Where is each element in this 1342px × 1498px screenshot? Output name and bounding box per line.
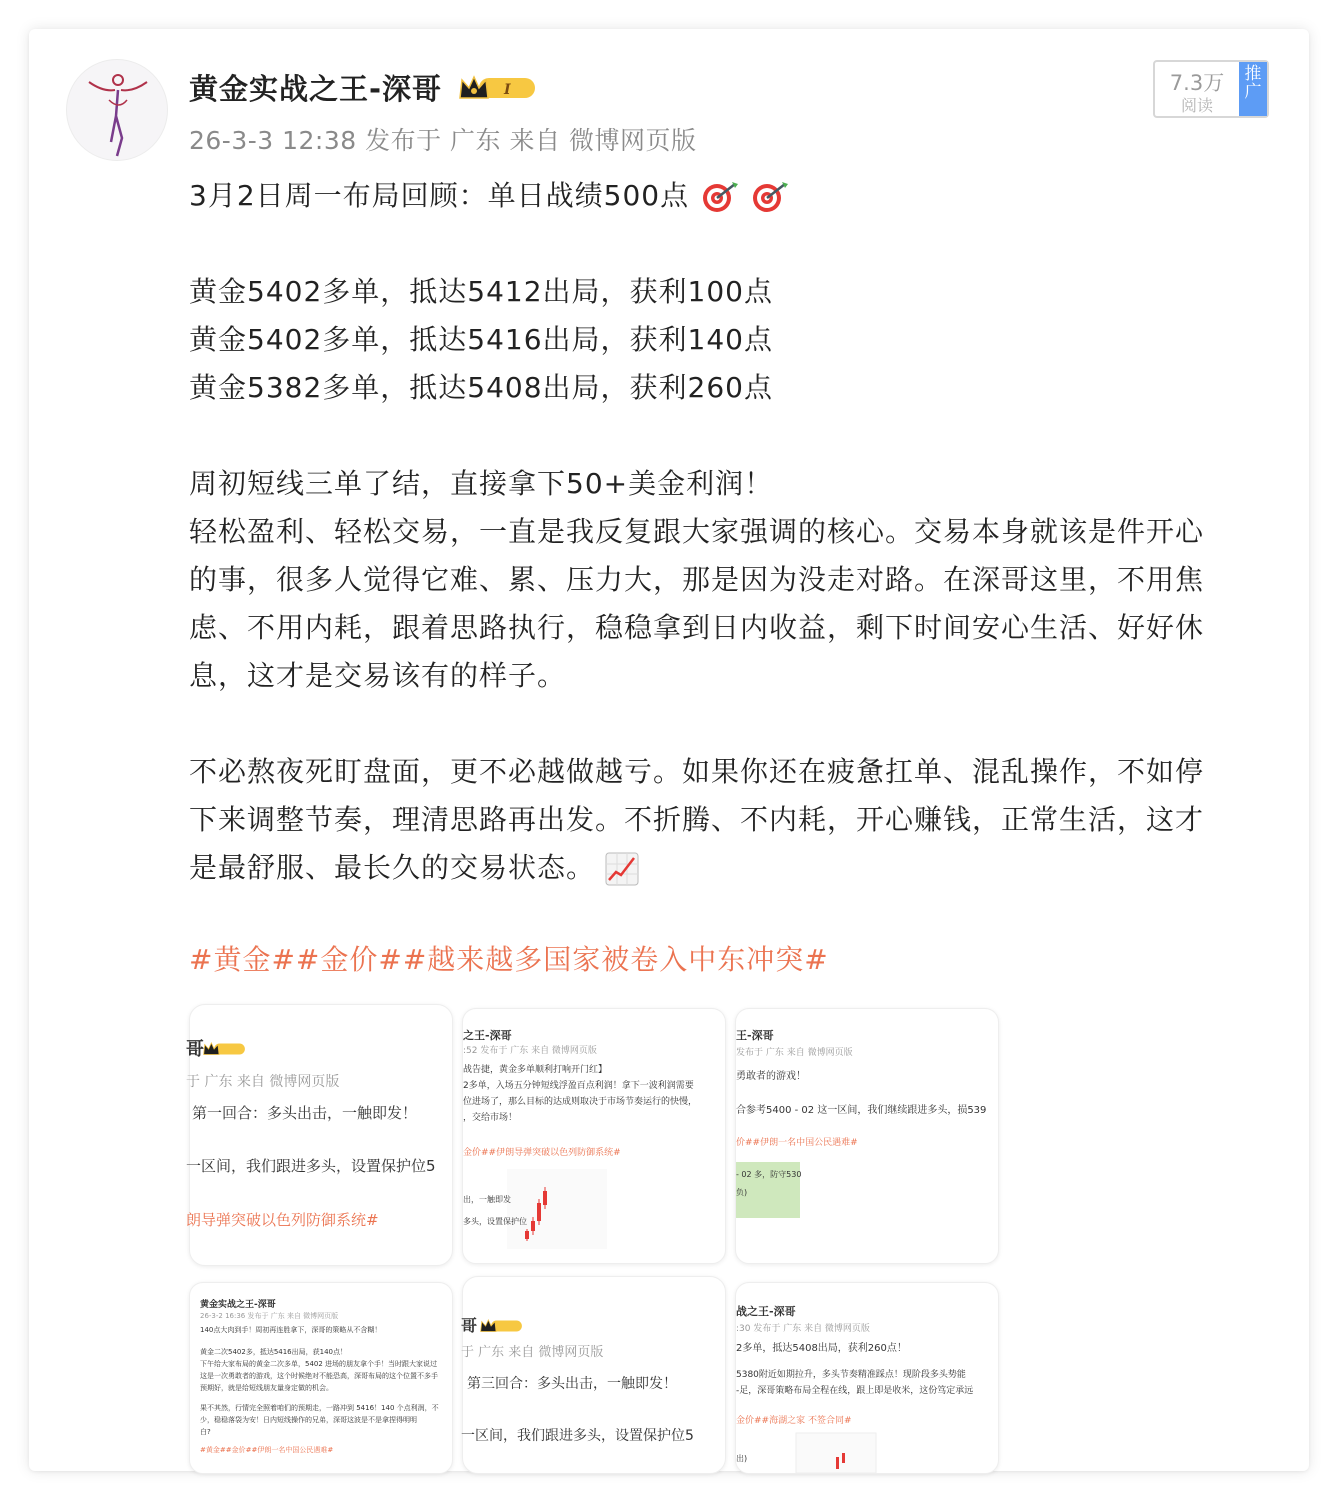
thumb-text: 黄金实战之王-深哥 bbox=[200, 1300, 276, 1310]
trade-list bbox=[189, 268, 1269, 412]
thumb-text: 于 广东 来自 微博网页版 bbox=[461, 1345, 604, 1360]
thumb-text: 出，一触即发 bbox=[463, 1195, 511, 1204]
text-line: 周初短线三单了结，直接拿下50+美金利润！ bbox=[189, 467, 774, 500]
paragraph-2 bbox=[189, 748, 1269, 892]
weibo-post-card bbox=[29, 29, 1309, 1471]
thumb-text: 王-深哥 bbox=[736, 1029, 774, 1042]
thumb-text: 一区间，我们跟进多头，设置保护位5 bbox=[461, 1428, 694, 1444]
thumb-text: :52 发布于 广东 来自 微博网页版 bbox=[463, 1046, 597, 1056]
thumb-text: 预期好，就是给短线朋友量身定做的机会。 bbox=[200, 1384, 333, 1392]
thumb-text: 少，稳稳落袋为安！日内短线操作的兄弟，深哥这波是不是拿捏得明明 bbox=[200, 1416, 417, 1424]
thumb-text: 第一回合：多头出击，一触即发！ bbox=[192, 1104, 418, 1122]
vip-crown-icon bbox=[479, 1317, 523, 1335]
thumb-text: 朗导弹突破以色列防御系统# bbox=[186, 1211, 379, 1229]
thumb-text: -足，深哥策略布局全程在线，跟上即是收米，这份笃定承远 bbox=[736, 1386, 974, 1396]
thumb-text: 勇敢者的游戏！ bbox=[736, 1071, 806, 1082]
thumb-text: 2多单，入场五分钟短线浮盈百点利润！拿下一波利润需要 bbox=[463, 1081, 694, 1091]
thumb-text: 下午给大家布局的黄金二次多单，5402 进场的朋友拿个手！当时跟大家说过 bbox=[200, 1360, 438, 1368]
headline-text: 3月2日周一布局回顾：单日战绩500点 bbox=[189, 179, 690, 212]
thumb-text: 位进场了，那么目标的达成则取决于市场节奏运行的快慢， bbox=[463, 1097, 698, 1107]
thumb-text: #黄金##金价##伊朗一名中国公民遇难# bbox=[200, 1446, 334, 1454]
image-thumbnail[interactable] bbox=[189, 1282, 453, 1474]
reads-count: 7.3万 bbox=[1169, 71, 1225, 95]
thumb-text: 价##伊朗一名中国公民遇难# bbox=[736, 1138, 858, 1148]
vip-crown-icon bbox=[457, 72, 537, 104]
target-dart-icon bbox=[749, 180, 789, 214]
thumb-text: - 02 多，防守530 bbox=[736, 1170, 802, 1179]
image-thumbnail[interactable] bbox=[462, 1008, 726, 1264]
thumb-text: 白? bbox=[200, 1428, 211, 1436]
thumb-text: 一区间，我们跟进多头，设置保护位5 bbox=[186, 1157, 436, 1175]
author-avatar[interactable] bbox=[66, 59, 168, 161]
chart-increasing-icon bbox=[605, 852, 639, 886]
text-line: 虑、不用内耗，跟着思路执行，稳稳拿到日内收益，剩下时间安心生活、好好休 bbox=[189, 611, 1205, 644]
reads-label: 阅读 bbox=[1180, 96, 1213, 115]
candlestick-chart-thumbnail bbox=[796, 1433, 876, 1473]
thumb-text: 5380附近如期拉升，多头节奏精准踩点！现阶段多头势能 bbox=[736, 1370, 966, 1380]
trade-line: 黄金5402多单，抵达5416出局，获利140点 bbox=[189, 323, 773, 356]
vip-crown-icon bbox=[202, 1040, 246, 1058]
thumb-text: 合参考5400 - 02 这一区间，我们继续跟进多头，损539 bbox=[736, 1105, 987, 1116]
candlestick-chart-thumbnail bbox=[507, 1169, 607, 1249]
thumb-text: ，交给市场！ bbox=[463, 1113, 518, 1123]
text-line bbox=[189, 844, 1269, 892]
thumb-text: 战之王-深哥 bbox=[736, 1305, 796, 1318]
image-thumbnail[interactable] bbox=[462, 1276, 726, 1474]
thumb-text: 出) bbox=[736, 1454, 748, 1463]
thumb-text: 发布于 广东 来自 微博网页版 bbox=[736, 1048, 853, 1058]
topic-hashtags[interactable]: #黄金##金价##越来越多国家被卷入中东冲突# bbox=[189, 943, 829, 976]
thumb-text: 金价##海湖之家 不签合同# bbox=[736, 1416, 852, 1426]
thumb-text: 金价##伊朗导弹突破以色列防御系统# bbox=[463, 1148, 621, 1158]
reads-widget bbox=[1153, 60, 1269, 118]
text-line: 息，这才是交易该有的样子。 bbox=[189, 659, 567, 692]
thumb-text: 140点大肉到手！周初再连胜拿下，深哥的策略从不含糊！ bbox=[200, 1326, 382, 1334]
thumb-text: 果不其然，行情完全照着咱们的预期走，一路冲到 5416！140 个点利润，不 bbox=[200, 1404, 439, 1412]
text-line: 不必熬夜死盯盘面，更不必越做越亏。如果你还在疲惫扛单、混乱操作，不如停 bbox=[189, 755, 1205, 788]
thumb-text: 战告捷，黄金多单顺利打响开门红】 bbox=[463, 1065, 608, 1075]
thumb-text: 负) bbox=[736, 1188, 748, 1197]
image-grid bbox=[186, 1004, 1009, 1474]
thumb-text: :30 发布于 广东 来自 微博网页版 bbox=[736, 1324, 870, 1334]
post-meta: 26-3-3 12:38 发布于 广东 来自 微博网页版 bbox=[189, 126, 697, 155]
post-headline bbox=[189, 172, 1269, 220]
text-line: 的事，很多人觉得它难、累、压力大，那是因为没走对路。在深哥这里，不用焦 bbox=[189, 563, 1205, 596]
thumb-text: 第三回合：多头出击，一触即发！ bbox=[467, 1376, 677, 1392]
thumb-text: 黄金二次5402多，抵达5416出局，获140点！ bbox=[200, 1348, 347, 1356]
text-line: 下来调整节奏，理清思路再出发。不折腾、不内耗，开心赚钱，正常生活，这才 bbox=[189, 803, 1205, 836]
thumb-text: 于 广东 来自 微博网页版 bbox=[186, 1074, 340, 1090]
thumb-text: 26-3-2 16:36 发布于 广东 来自 微博网页版 bbox=[200, 1312, 339, 1320]
trade-line: 黄金5382多单，抵达5408出局，获利260点 bbox=[189, 371, 773, 404]
thumb-text: 2多单，抵达5408出局，获利260点！ bbox=[736, 1343, 907, 1354]
target-dart-icon bbox=[699, 180, 739, 214]
thumb-text: 多头，设置保护位 bbox=[463, 1217, 527, 1226]
author-name[interactable]: 黄金实战之王-深哥 bbox=[189, 72, 443, 106]
thumb-text: 哥 bbox=[186, 1039, 204, 1060]
image-thumbnail[interactable] bbox=[735, 1282, 999, 1474]
image-thumbnail[interactable] bbox=[186, 1004, 453, 1266]
paragraph-1 bbox=[189, 460, 1269, 700]
svg-text:I: I bbox=[504, 82, 511, 98]
text-line: 轻松盈利、轻松交易，一直是我反复跟大家强调的核心。交易本身就该是件开心 bbox=[189, 515, 1205, 548]
thumb-text: 哥 bbox=[461, 1316, 478, 1335]
text-line-content: 是最舒服、最长久的交易状态。 bbox=[189, 851, 596, 884]
trade-line: 黄金5402多单，抵达5412出局，获利100点 bbox=[189, 275, 773, 308]
thumb-text: 之王-深哥 bbox=[463, 1029, 512, 1042]
thumb-text: 这是一次勇敢者的游戏，这个时候绝对不能恐高，深哥布局的这个位置不多手 bbox=[200, 1372, 438, 1380]
image-thumbnail[interactable] bbox=[735, 1008, 999, 1264]
promote-button[interactable]: 推广 bbox=[1239, 62, 1267, 116]
